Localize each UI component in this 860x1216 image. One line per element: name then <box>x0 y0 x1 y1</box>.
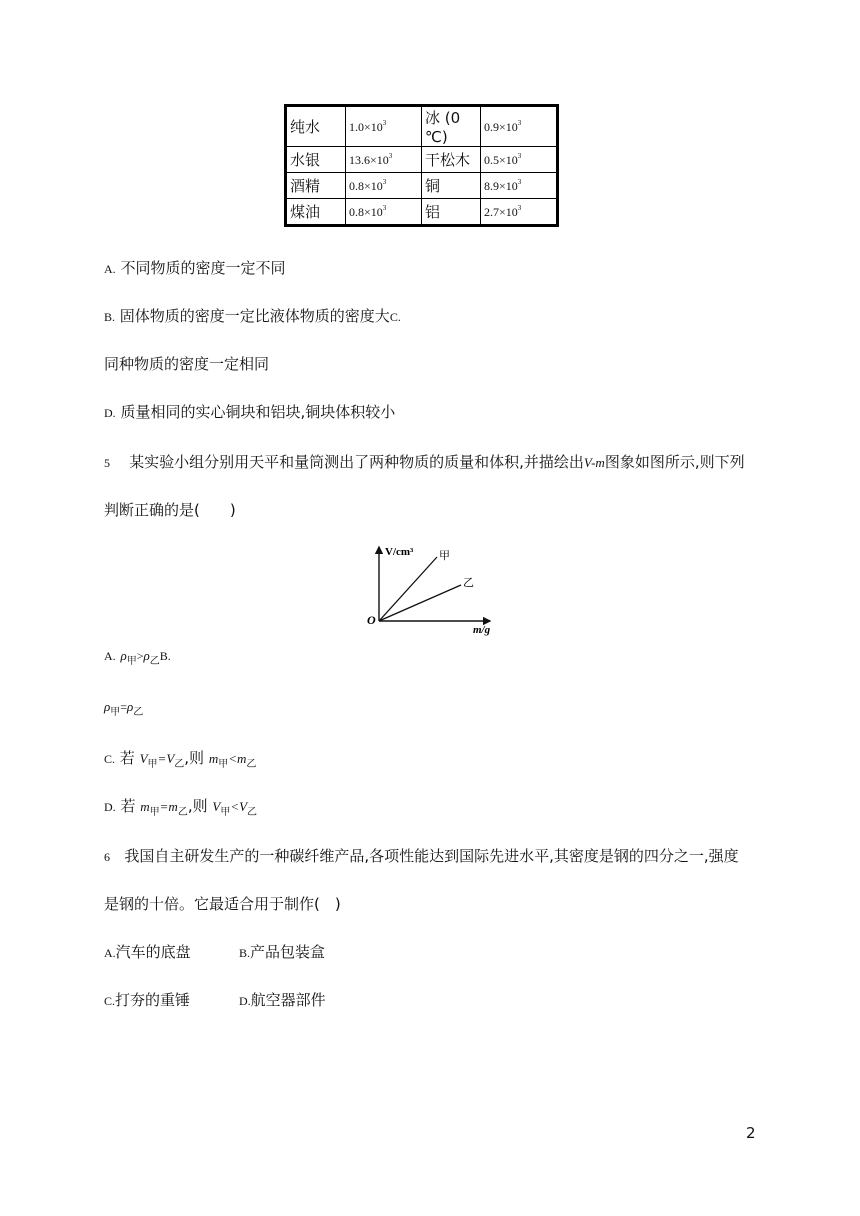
q5-option-d-m: m <box>140 799 150 814</box>
q5-option-c-label: C. <box>104 752 116 766</box>
q5-option-a-rho2: ρ <box>143 648 150 663</box>
q5-option-a-jia: 甲 <box>126 656 137 667</box>
density-table-body <box>286 106 558 226</box>
q5-text-line2: 判断正确的是( ) <box>104 501 236 519</box>
q5-option-d-yi2: 乙 <box>247 807 258 818</box>
q6-text-line2: 是钢的十倍。它最适合用于制作( ) <box>104 895 341 913</box>
q5-option-c-ruo: 若 <box>119 749 135 767</box>
density-table-row <box>286 106 558 147</box>
q6-option-c <box>104 990 239 1011</box>
q6-option-c-text: 打夯的重锤 <box>115 991 191 1009</box>
q5-option-b-rho2: ρ <box>127 699 134 714</box>
substance-name-cell: 酒精 <box>286 173 346 199</box>
q5-option-b-rho: ρ <box>104 699 111 714</box>
q5-option-d-ruo: 若 <box>120 797 136 815</box>
q5-number: 5 <box>104 456 110 470</box>
q6-option-b-text: 产品包装盒 <box>250 943 326 961</box>
q5-option-c-v: V <box>139 751 148 766</box>
q6-option-a-label: A. <box>104 946 116 960</box>
vm-graph <box>362 541 502 637</box>
q5-option-c-m: m <box>208 751 219 766</box>
line-jia <box>379 557 437 621</box>
q4-option-c <box>104 354 269 374</box>
density-value: 1.0×10 <box>349 119 383 134</box>
q5-option-a-yi: 乙 <box>149 656 160 667</box>
q5-option-b <box>104 696 143 723</box>
q5-vm: V-m <box>583 455 605 470</box>
q4-option-c-label: C. <box>389 310 401 324</box>
q5-option-d-ze: ,则 <box>187 797 208 815</box>
q5-text-part1: 某实验小组分别用天平和量筒测出了两种物质的质量和体积,并描绘出 <box>129 453 584 471</box>
density-value: 0.8×10 <box>349 178 383 193</box>
substance-name-cell: 铜 <box>422 173 481 199</box>
line-yi <box>379 585 461 621</box>
q5-stem-line1 <box>104 452 745 473</box>
q5-option-c-yi: 乙 <box>174 759 185 770</box>
density-exponent: 3 <box>517 118 522 127</box>
substance-name-cell: 纯水 <box>286 106 346 147</box>
q6-option-d-text: 航空器部件 <box>250 991 326 1009</box>
page-number: 2 <box>746 1124 756 1142</box>
q4-option-b <box>104 306 401 327</box>
q6-option-a <box>104 942 239 963</box>
q6-stem-line1 <box>104 846 739 867</box>
q6-option-b-label: B. <box>239 946 251 960</box>
substance-name-cell: 铝 <box>422 199 481 226</box>
density-value-cell <box>346 199 422 226</box>
q5-option-d <box>104 796 257 823</box>
density-value: 2.7×10 <box>484 204 518 219</box>
q4-option-a-text: 不同物质的密度一定不同 <box>120 259 286 277</box>
density-value: 0.5×10 <box>484 152 518 167</box>
density-value-cell <box>481 173 558 199</box>
density-exponent: 3 <box>388 151 393 160</box>
density-exponent: 3 <box>517 177 522 186</box>
density-value-cell <box>346 106 422 147</box>
density-exponent: 3 <box>517 203 522 212</box>
substance-name-cell: 冰 (0 ℃) <box>422 106 481 147</box>
q6-option-b <box>239 943 325 961</box>
q4-option-d-text: 质量相同的实心铜块和铝块,铜块体积较小 <box>120 403 396 421</box>
q4-option-d <box>104 402 395 423</box>
density-value-cell <box>346 173 422 199</box>
q5-option-d-lt: <V <box>230 799 248 814</box>
q5-option-c-eq: =V <box>157 751 175 766</box>
q6-number: 6 <box>104 850 110 864</box>
density-exponent: 3 <box>382 203 387 212</box>
density-value: 13.6×10 <box>349 152 389 167</box>
q5-option-a <box>104 645 171 672</box>
density-value: 8.9×10 <box>484 178 518 193</box>
line-yi-label: 乙 <box>463 576 474 589</box>
q5-option-d-jia2: 甲 <box>220 807 231 818</box>
q5-option-a-label: A. <box>104 649 116 663</box>
density-table <box>284 104 559 227</box>
q4-option-a-label: A. <box>104 262 116 276</box>
origin-label: O <box>367 613 376 627</box>
q5-option-b-jia: 甲 <box>110 707 121 718</box>
q5-option-c-jia2: 甲 <box>218 759 229 770</box>
q5-option-c-lt: <m <box>228 751 247 766</box>
q5-option-d-label: D. <box>104 800 116 814</box>
substance-name-cell: 干松木 <box>422 147 481 173</box>
q6-option-d-label: D. <box>239 994 251 1008</box>
q5-option-b-yi: 乙 <box>133 707 144 718</box>
density-value: 0.8×10 <box>349 204 383 219</box>
density-exponent: 3 <box>517 151 522 160</box>
q5-option-a-rho: ρ <box>120 648 127 663</box>
q4-option-d-label: D. <box>104 406 116 420</box>
density-table-row <box>286 173 558 199</box>
density-table-row <box>286 147 558 173</box>
q5-option-d-eq: =m <box>159 799 178 814</box>
density-table-row <box>286 199 558 226</box>
q6-option-c-label: C. <box>104 994 116 1008</box>
q6-option-d <box>239 991 326 1009</box>
q4-option-c-text: 同种物质的密度一定相同 <box>104 355 270 373</box>
density-value-cell <box>481 199 558 226</box>
q6-options-row1 <box>104 942 325 963</box>
q5-option-d-jia: 甲 <box>149 807 160 818</box>
density-value: 0.9×10 <box>484 119 518 134</box>
density-value-cell <box>481 147 558 173</box>
line-jia-label: 甲 <box>439 549 450 562</box>
substance-name-cell: 煤油 <box>286 199 346 226</box>
q5-stem-line2 <box>104 500 236 520</box>
x-axis-label: m/g <box>473 624 491 636</box>
q4-option-a <box>104 258 285 279</box>
q4-option-b-text: 固体物质的密度一定比液体物质的密度大 <box>119 307 390 325</box>
q5-option-c-ze: ,则 <box>184 749 205 767</box>
density-exponent: 3 <box>382 177 387 186</box>
q5-option-c-yi2: 乙 <box>246 759 257 770</box>
q5-option-c-jia: 甲 <box>147 759 158 770</box>
q5-option-b-op: = <box>120 700 128 714</box>
q5-option-a-op: > <box>136 649 144 663</box>
q5-option-c <box>104 748 256 775</box>
density-value-cell <box>346 147 422 173</box>
q4-option-b-label: B. <box>104 310 116 324</box>
q5-option-b-label: B. <box>159 649 171 663</box>
q6-option-a-text: 汽车的底盘 <box>115 943 191 961</box>
y-axis-label: V/cm³ <box>385 546 414 558</box>
q5-option-d-yi: 乙 <box>177 807 188 818</box>
q6-text-line1: 我国自主研发生产的一种碳纤维产品,各项性能达到国际先进水平,其密度是钢的四分之一,强度 <box>124 847 739 865</box>
q5-text-part2: 图象如图所示,则下列 <box>604 453 745 471</box>
substance-name-cell: 水银 <box>286 147 346 173</box>
q5-option-d-v: V <box>212 799 221 814</box>
q6-options-row2 <box>104 990 326 1011</box>
density-exponent: 3 <box>382 118 387 127</box>
density-value-cell <box>481 106 558 147</box>
q6-stem-line2 <box>104 894 341 914</box>
